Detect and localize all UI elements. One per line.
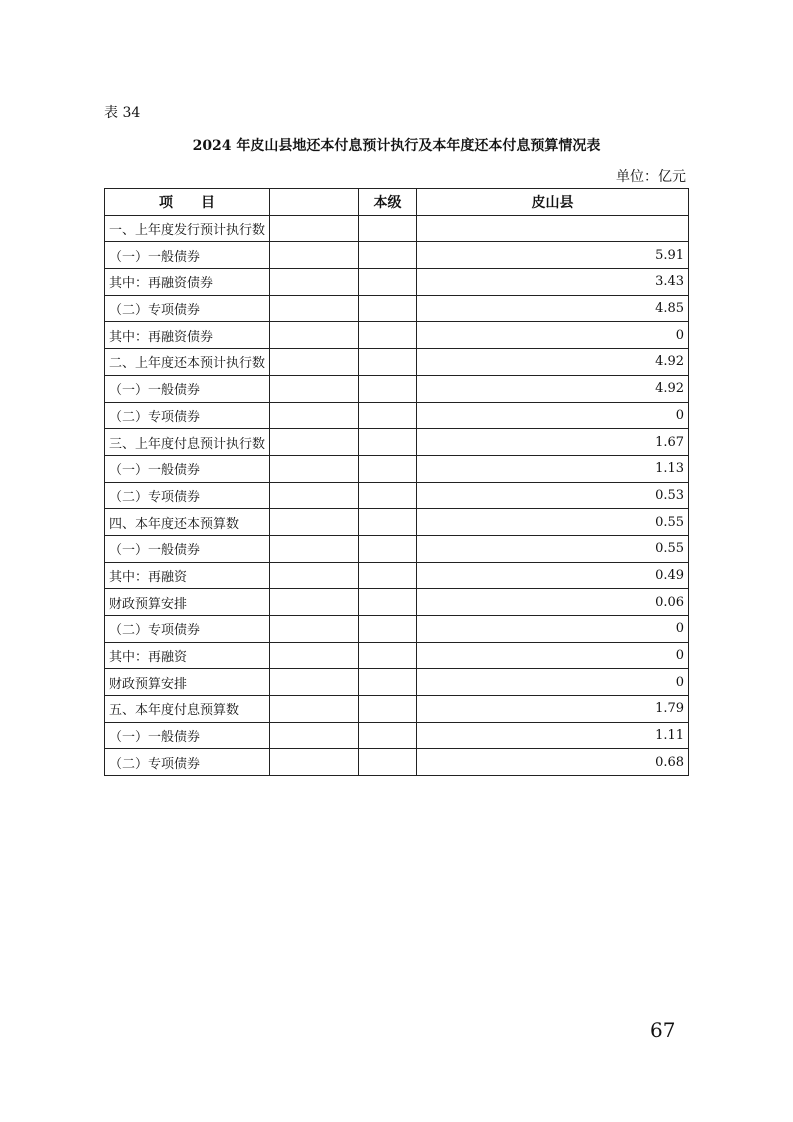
row-level: [359, 669, 417, 696]
table-row: [105, 295, 689, 322]
row-item: 四、本年度还本预算数: [105, 509, 270, 536]
row-county: 0: [417, 642, 689, 669]
row-item: （二）专项债券: [105, 749, 270, 776]
row-blank: [270, 242, 359, 269]
row-level: [359, 722, 417, 749]
row-level: [359, 215, 417, 242]
table-row: [105, 562, 689, 589]
row-blank: [270, 269, 359, 296]
row-item: （一）一般债券: [105, 535, 270, 562]
row-level: [359, 455, 417, 482]
document-title: 2024 年皮山县地还本付息预计执行及本年度还本付息预算情况表: [192, 138, 601, 154]
row-blank: [270, 589, 359, 616]
row-blank: [270, 722, 359, 749]
table-row: [105, 482, 689, 509]
row-item: 一、上年度发行预计执行数: [105, 215, 270, 242]
header-county: 皮山县: [417, 189, 689, 216]
row-level: [359, 535, 417, 562]
row-level: [359, 269, 417, 296]
table-row: [105, 589, 689, 616]
row-item: 其中：再融资债券: [105, 322, 270, 349]
row-county: 5.91: [417, 242, 689, 269]
row-level: [359, 349, 417, 376]
header-blank: [270, 189, 359, 216]
row-county: 0: [417, 322, 689, 349]
row-level: [359, 509, 417, 536]
table-row: [105, 509, 689, 536]
table-row: [105, 429, 689, 456]
table-row: [105, 616, 689, 643]
table-row: [105, 455, 689, 482]
row-level: [359, 322, 417, 349]
row-item: （二）专项债券: [105, 482, 270, 509]
row-level: [359, 375, 417, 402]
row-county: 3.43: [417, 269, 689, 296]
table-row: [105, 642, 689, 669]
row-level: [359, 482, 417, 509]
row-item: （一）一般债券: [105, 242, 270, 269]
table-row: [105, 669, 689, 696]
table-row: [105, 242, 689, 269]
row-level: [359, 242, 417, 269]
row-county: 4.92: [417, 375, 689, 402]
table-row: [105, 696, 689, 723]
row-item: （二）专项债券: [105, 616, 270, 643]
row-county: 1.67: [417, 429, 689, 456]
row-county: 0.55: [417, 509, 689, 536]
row-county: 0.49: [417, 562, 689, 589]
row-county: 1.11: [417, 722, 689, 749]
budget-table: [104, 188, 689, 776]
row-county: 1.79: [417, 696, 689, 723]
row-level: [359, 295, 417, 322]
row-level: [359, 589, 417, 616]
row-blank: [270, 482, 359, 509]
row-county: [417, 215, 689, 242]
row-blank: [270, 642, 359, 669]
table-row: [105, 322, 689, 349]
row-item: 财政预算安排: [105, 669, 270, 696]
header-level: 本级: [359, 189, 417, 216]
row-level: [359, 429, 417, 456]
table-row: [105, 215, 689, 242]
table-body: [105, 215, 689, 775]
unit-label: 单位：亿元: [616, 169, 686, 185]
table-row: [105, 749, 689, 776]
row-county: 0: [417, 669, 689, 696]
row-blank: [270, 616, 359, 643]
table-label: 表 34: [104, 105, 141, 121]
row-blank: [270, 295, 359, 322]
row-blank: [270, 322, 359, 349]
row-blank: [270, 509, 359, 536]
row-blank: [270, 402, 359, 429]
row-blank: [270, 215, 359, 242]
page-number: 67: [650, 1018, 676, 1042]
row-blank: [270, 669, 359, 696]
row-county: 0.06: [417, 589, 689, 616]
header-row: [105, 189, 689, 216]
row-item: （一）一般债券: [105, 375, 270, 402]
header-item: 项 目: [105, 189, 270, 216]
row-county: 1.13: [417, 455, 689, 482]
row-county: 0.55: [417, 535, 689, 562]
row-item: （一）一般债券: [105, 455, 270, 482]
table-row: [105, 722, 689, 749]
row-blank: [270, 455, 359, 482]
row-level: [359, 696, 417, 723]
row-item: （二）专项债券: [105, 295, 270, 322]
row-blank: [270, 696, 359, 723]
table-row: [105, 375, 689, 402]
row-level: [359, 616, 417, 643]
row-level: [359, 749, 417, 776]
row-blank: [270, 749, 359, 776]
table-row: [105, 402, 689, 429]
row-level: [359, 642, 417, 669]
row-county: 0.53: [417, 482, 689, 509]
row-item: 其中：再融资: [105, 562, 270, 589]
row-county: 0: [417, 402, 689, 429]
row-level: [359, 402, 417, 429]
row-item: （一）一般债券: [105, 722, 270, 749]
row-county: 4.92: [417, 349, 689, 376]
row-item: 三、上年度付息预计执行数: [105, 429, 270, 456]
row-item: 五、本年度付息预算数: [105, 696, 270, 723]
table-row: [105, 269, 689, 296]
row-item: 其中：再融资债券: [105, 269, 270, 296]
row-county: 0: [417, 616, 689, 643]
row-item: 其中：再融资: [105, 642, 270, 669]
table-row: [105, 349, 689, 376]
row-blank: [270, 429, 359, 456]
row-blank: [270, 562, 359, 589]
row-blank: [270, 535, 359, 562]
row-item: 二、上年度还本预计执行数: [105, 349, 270, 376]
row-blank: [270, 349, 359, 376]
row-county: 4.85: [417, 295, 689, 322]
row-county: 0.68: [417, 749, 689, 776]
row-item: 财政预算安排: [105, 589, 270, 616]
row-blank: [270, 375, 359, 402]
table-row: [105, 535, 689, 562]
row-item: （二）专项债券: [105, 402, 270, 429]
row-level: [359, 562, 417, 589]
